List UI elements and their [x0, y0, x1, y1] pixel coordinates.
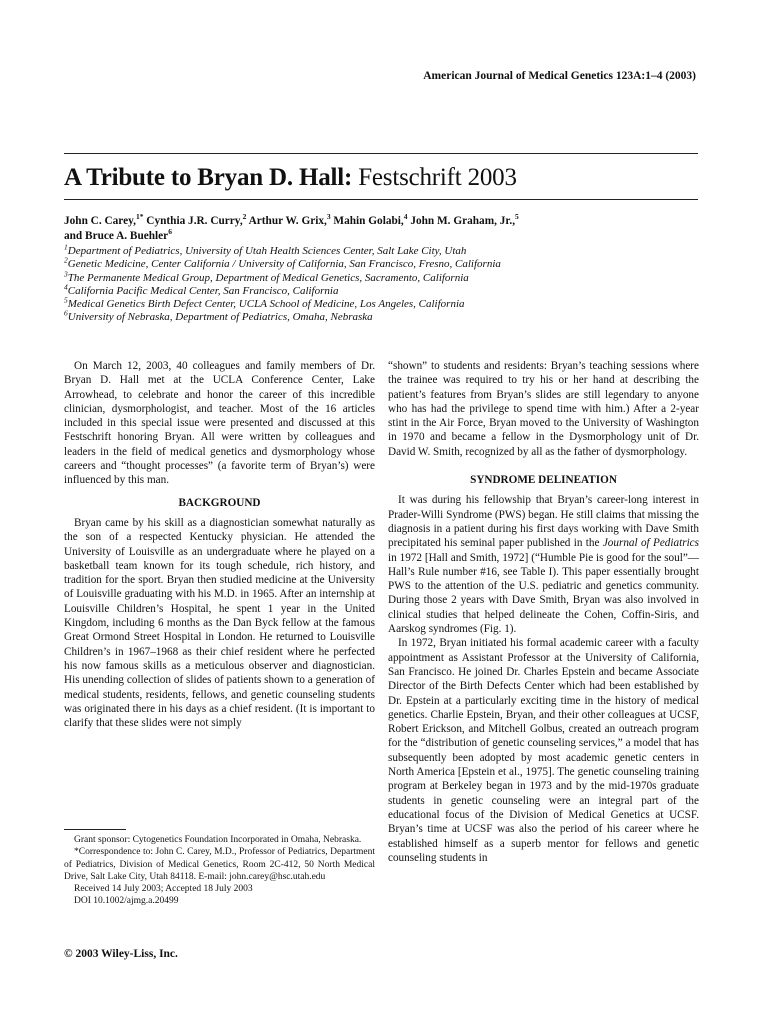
section-heading-background: BACKGROUND	[178, 496, 261, 509]
author-affil-marker: 1*	[135, 212, 144, 222]
author-name: John M. Graham, Jr.,	[407, 215, 516, 227]
author-list	[64, 214, 704, 244]
affiliation-marker: 6	[64, 308, 68, 318]
intro-paragraph: On March 12, 2003, 40 colleagues and family members of Dr. Bryan D. Hall met at the UCLA Conference Center, Lake Arrowhead, to celebrate and honor the career of this incredible clinician, dysmorphologist, and teacher. Most of the 16 articles included in this special issue were presented and discussed at this Festschrift honoring Bryan. All were written by colleagues and leaders in the field of medical genetics and dysmorphology whose careers and “thought processes” (a favorite term of Bryan’s) were influenced by this man.	[64, 360, 375, 487]
article-title	[64, 164, 517, 192]
background-paragraph: Bryan came by his skill as a diagnostician somewhat naturally as the son of a respected Kentucky physician. He attended the University of Louisville as an undergraduate where he played on a basketball team known for its tough schedule, rich history, and tradition for the sport. Bryan then studied medicine at the University of Louisville graduating with his M.D. in 1965. After an internship at Louisville Children’s Hospital, he spent 1 year in the United Kingdom, including 6 months as the Dan Byck fellow at the famous Great Ormond Street Hospital in London. He returned to Louisville Children’s in 1967–1968 as their chief resident where he perfected his now famous skills as a meticulous observer and diagnostician. His unending collection of slides of patients shown to a generation of medical students, residents, fellows, and genetic counseling students was originated there in his days as a chief resident. (It is important to clarify that these slides were not simply	[64, 516, 375, 730]
grant-footnote: Grant sponsor: Cytogenetics Foundation Incorporated in Omaha, Nebraska.	[74, 835, 362, 845]
syndrome-paragraph-1	[388, 493, 699, 636]
affiliation-marker: 3	[64, 268, 68, 278]
author-name: Mahin Golabi,	[330, 215, 404, 227]
author-affil-marker: 6	[168, 227, 172, 237]
affiliation	[64, 255, 704, 271]
title-subtitle: Festschrift 2003	[352, 164, 517, 191]
body-column-left	[64, 359, 375, 730]
correspondence-footnote: *Correspondence to: John C. Carey, M.D., Professor of Pediatrics, Department of Pediatrics, Division of Medical Genetics, Room 2C-412, 50 North Medical Drive, Salt Lake City, Utah 84118. E-mail: john.carey@hsc.utah.edu	[64, 847, 375, 882]
author-affil-marker: 5	[515, 212, 519, 222]
author-name: Cynthia J.R. Curry,	[143, 215, 243, 227]
journal-name: Journal of Pediatrics	[602, 537, 699, 550]
affiliation	[64, 268, 704, 285]
footnotes	[64, 834, 375, 908]
affiliation-marker: 4	[64, 282, 68, 292]
affiliation-text: University of Nebraska, Department of Pediatrics, Omaha, Nebraska	[67, 311, 373, 324]
affiliation	[64, 308, 704, 324]
received-date: Received 14 July 2003; Accepted 18 July 2003	[74, 884, 253, 895]
author-affil-marker: 3	[326, 212, 331, 222]
author-name: and Bruce A. Buehler	[64, 230, 169, 242]
section-heading-syndrome-delineation: SYNDROME DELINEATION	[470, 474, 617, 487]
body-column-right	[388, 359, 699, 865]
affiliation	[64, 282, 704, 298]
title-bottom-rule	[64, 199, 698, 200]
syndrome-text: It was during his fellowship that Bryan’s career-long interest in Prader-Willi Syndrome (PWS) began. He still claims that missing the diagnosis in a patient during his first days working with Dave Smith precipitated his seminal paper published in the	[388, 494, 699, 550]
copyright-notice: © 2003 Wiley-Liss, Inc.	[64, 948, 178, 960]
affiliation-text: Medical Genetics Birth Defect Center, UCLA School of Medicine, Los Angeles, California	[67, 298, 465, 311]
title-bold: A Tribute to Bryan D. Hall:	[64, 164, 353, 191]
affiliation-text: Department of Pediatrics, University of Utah Health Sciences Center, Salt Lake City, Utah	[67, 245, 467, 257]
doi: DOI 10.1002/ajmg.a.20499	[74, 896, 179, 907]
footnote-rule	[64, 829, 126, 830]
title-top-rule	[64, 153, 698, 154]
syndrome-paragraph-2: In 1972, Bryan initiated his formal academic career with a faculty appointment as Assistant Professor at the University of California, San Francisco. He joined Dr. Charles Epstein and became Associate Director of the Birth Defects Center which had been established by Dr. Epstein at a particularly exciting time in the history of medical genetics. Charlie Epstein, Bryan, and their other colleagues at UCSF, Robert Erickson, and Mitchell Golbus, created an outreach program for the “distribution of genetic counseling services,” a model that has subsequently been adopted by most academic genetic centers in North America [Epstein et al., 1975]. The genetic counseling training program at Berkeley began in 1973 and by the mid-1970s graduate students in genetic counseling were an integral part of the educational focus of the Division of Medical Genetics at UCSF. Bryan’s time at UCSF was also the period of his career where he established himself as a superb mentor for fellows and genetic counseling students in	[388, 637, 699, 864]
affiliation-list	[64, 242, 704, 325]
affiliation	[64, 295, 704, 311]
continued-paragraph: “shown” to students and residents: Bryan’s teaching sessions where the trainee was required to try his or her hand at describing the patient’s features from Bryan’s slides are still legendary to anyone who has had the privilege to spend time with him.) After a 2-year stint in the Air Force, Bryan moved to the University of Washington in 1970 and became a fellow in the Dysmorphology unit of Dr. David W. Smith, recognized by all as the father of dysmorphology.	[388, 360, 699, 458]
affiliation-text: California Pacific Medical Center, San Francisco, California	[67, 284, 339, 297]
affiliation	[64, 242, 704, 258]
affiliation-marker: 1	[64, 242, 68, 252]
author-affil-marker: 4	[403, 212, 408, 222]
syndrome-text: in 1972 [Hall and Smith, 1972] (“Humble Pie is good for the soul”—Hall’s Rule number #16, see Table I). This paper essentially brought PWS to the attention of the U.S. pediatric and genetics community. During those 2 years with Dave Smith, Bryan was also involved in clinical studies that helped delineate the Cohen, Coffin-Siris, and Aarskog syndromes (Fig. 1).	[388, 551, 699, 636]
affiliation-marker: 2	[64, 255, 68, 265]
affiliation-text: The Permanente Medical Group, Department of Medical Genetics, Sacramento, California	[67, 271, 469, 284]
author-name: Arthur W. Grix,	[246, 215, 327, 227]
affiliation-marker: 5	[64, 295, 68, 305]
author-name: John C. Carey,	[64, 215, 136, 227]
journal-citation: American Journal of Medical Genetics 123A:1–4 (2003)	[423, 70, 696, 82]
author-affil-marker: 2	[242, 212, 247, 222]
affiliation-text: Genetic Medicine, Center California / University of California, San Francisco, Fresno, California	[67, 258, 501, 271]
